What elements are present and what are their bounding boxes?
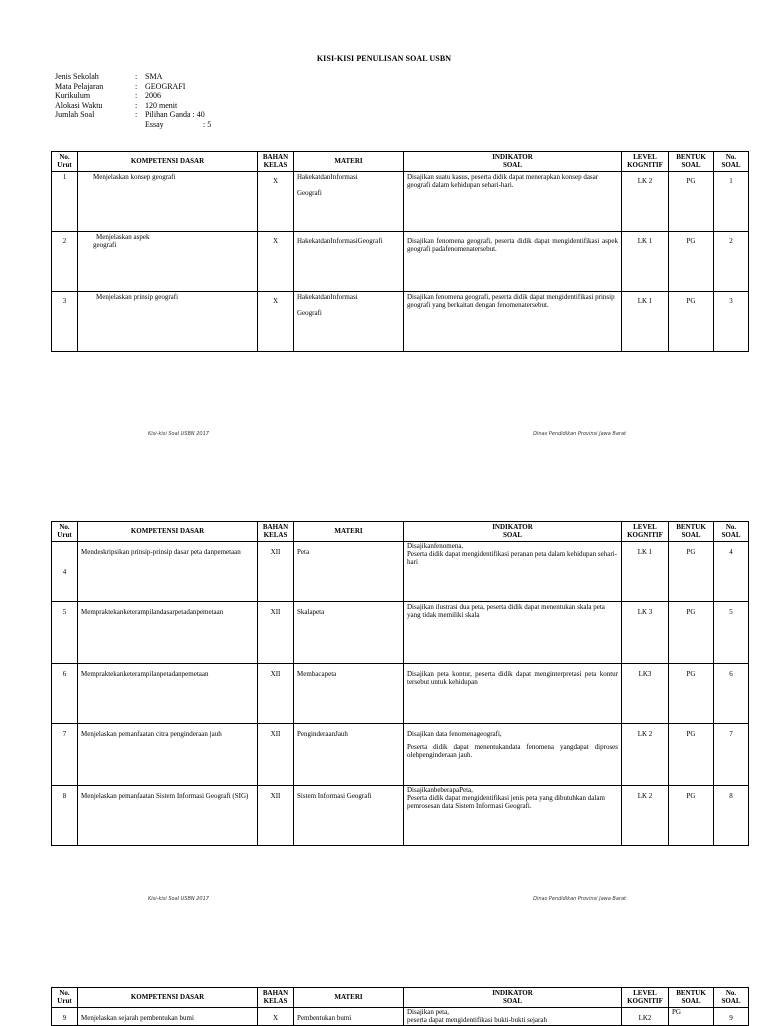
cell-indikator: Disajikan fenomena geografi, peserta didik dapat mengidentifikasi prinsip geografi yang berkaitan dengan fenomenatersebut. — [404, 292, 622, 352]
header-materi: MATERI — [294, 988, 404, 1008]
meta-row-subject — [55, 82, 211, 92]
kisi-table-2 — [51, 521, 749, 846]
page-title: KISI-KISI PENULISAN SOAL USBN — [316, 54, 452, 63]
cell-no: 9 — [52, 1008, 78, 1026]
cell-bentuk: PG — [669, 292, 714, 352]
header-no: No. Urut — [52, 152, 78, 172]
cell-indikator: Disajikan data fenomenageografi, Peserta didik dapat menentukandata fenomena yangdapat diproses olehpenginderaan jauh. — [404, 724, 622, 786]
cell-no: 3 — [52, 292, 78, 352]
footer-left: Kisi-kisi Soal USBN 2017 — [148, 896, 209, 902]
cell-indikator: Disajikan peta kontur, peserta didik dapat menginterpretasi peta kontur tersebut untuk kehidupan — [404, 664, 622, 724]
cell-no: 2 — [52, 232, 78, 292]
meta-colon: : — [135, 91, 138, 101]
cell-nosoal: 8 — [714, 786, 749, 846]
kisi-table-1 — [51, 151, 749, 352]
cell-level: LK 2 — [622, 786, 669, 846]
meta-colon: : — [135, 72, 138, 81]
cell-indikator: DisajikanbeberapaPeta, Peserta didik dapat mengidentifikasi jenis peta yang dibutuhkan dalam pemrosesan data Sistem Informasi Geografi. — [404, 786, 622, 846]
cell-nosoal: 7 — [714, 724, 749, 786]
cell-indikator: Disajikan suatu kasus, peserta didik dapat menerapkan konsep dasar geografi dalam kehidupan sehari-hari. — [404, 172, 622, 232]
header-materi: MATERI — [294, 522, 404, 542]
cell-level: LK 1 — [622, 542, 669, 602]
header-bahan: BAHAN KELAS — [258, 152, 294, 172]
cell-bentuk: PG — [669, 786, 714, 846]
table-row — [52, 786, 749, 846]
cell-kelas: X — [258, 292, 294, 352]
document-meta — [55, 72, 211, 130]
meta-value: GEOGRAFI — [145, 81, 186, 91]
header-no: No. Urut — [52, 988, 78, 1008]
header-bahan: BAHAN KELAS — [258, 988, 294, 1008]
cell-kd: Mempraktekanketerampilandasarpetadanpemetaan — [78, 602, 258, 664]
table-row — [52, 1008, 749, 1026]
cell-no: 6 — [52, 664, 78, 724]
cell-kd: Mendeskripsikan prinsip-prinsip dasar peta danpemetaan — [78, 542, 258, 602]
cell-materi: HakekatdanInformasi Geografi — [294, 172, 404, 232]
meta-label: Essay — [145, 119, 164, 129]
cell-nosoal: 2 — [714, 232, 749, 292]
cell-materi: Membacapeta — [294, 664, 404, 724]
meta-row-curriculum — [55, 91, 211, 101]
header-kompetensi: KOMPETENSI DASAR — [78, 522, 258, 542]
header-level: LEVEL KOGNITIF — [622, 152, 669, 172]
meta-value: 120 menit — [145, 100, 178, 110]
meta-label: Mata Pelajaran — [55, 81, 104, 91]
cell-indikator: Disajikan peta, peserta dapat mengidentifikasi bukti-bukti sejarah — [404, 1008, 622, 1026]
meta-row-time — [55, 101, 211, 111]
header-bentuk: BENTUK SOAL — [669, 152, 714, 172]
cell-bentuk: PG — [669, 232, 714, 292]
cell-level: LK3 — [622, 664, 669, 724]
header-indikator: INDIKATOR SOAL — [404, 988, 622, 1008]
meta-row-count — [55, 110, 211, 120]
header-level: LEVEL KOGNITIF — [622, 988, 669, 1008]
table-row — [52, 724, 749, 786]
table-row — [52, 172, 749, 232]
header-no-soal: No. SOAL — [714, 988, 749, 1008]
table-row — [52, 542, 749, 602]
header-no-soal: No. SOAL — [714, 152, 749, 172]
cell-level: LK 2 — [622, 724, 669, 786]
cell-no: 7 — [52, 724, 78, 786]
cell-nosoal: 6 — [714, 664, 749, 724]
cell-bentuk: PG — [669, 724, 714, 786]
footer-right: Dinas Pendidikan Provinsi Jawa Barat — [533, 431, 626, 437]
meta-label: Alokasi Waktu — [55, 100, 103, 110]
cell-indikator: Disajikan fenomena geografi, peserta didik dapat mengidentifikasi aspek geografi padafenomenatersebut. — [404, 232, 622, 292]
header-indikator: INDIKATOR SOAL — [404, 522, 622, 542]
kisi-table-3 — [51, 987, 749, 1026]
page-footer — [148, 896, 626, 902]
cell-kelas: XII — [258, 724, 294, 786]
cell-kd: Menjelaskan pemanfaatan citra penginderaan jauh — [78, 724, 258, 786]
header-materi: MATERI — [294, 152, 404, 172]
meta-row-school — [55, 72, 211, 82]
cell-level: LK 1 — [622, 232, 669, 292]
cell-nosoal: 4 — [714, 542, 749, 602]
footer-right: Dinas Pendidikan Provinsi Jawa Barat — [533, 896, 626, 902]
cell-indikator: Disajikanfenomena, Peserta didik dapat mengidentifikasi peranan peta dalam kehidupan sehari-hari — [404, 542, 622, 602]
table-header-row — [52, 988, 749, 1008]
table-row — [52, 232, 749, 292]
header-no-soal: No. SOAL — [714, 522, 749, 542]
cell-level: LK 1 — [622, 292, 669, 352]
cell-no: 4 — [52, 542, 78, 602]
cell-kelas: XII — [258, 786, 294, 846]
table-row — [52, 664, 749, 724]
table-header-row — [52, 152, 749, 172]
cell-level: LK 2 — [622, 172, 669, 232]
cell-materi: Pembentukan bumi — [294, 1008, 404, 1026]
footer-left: Kisi-kisi Soal USBN 2017 — [148, 431, 209, 437]
meta-label: Kurikulum — [55, 91, 91, 101]
meta-value: : 5 — [203, 119, 212, 129]
cell-kd: Menjelaskan aspek geografi — [78, 232, 258, 292]
cell-kd: Menjelaskan prinsip geografi — [78, 292, 258, 352]
cell-materi: Peta — [294, 542, 404, 602]
cell-kelas: X — [258, 232, 294, 292]
cell-bentuk: PG — [669, 664, 714, 724]
meta-row-essay — [145, 120, 211, 130]
cell-materi: HakekatdanInformasiGeografi — [294, 232, 404, 292]
cell-nosoal: 1 — [714, 172, 749, 232]
meta-label: Jenis Sekolah — [55, 72, 99, 81]
header-level: LEVEL KOGNITIF — [622, 522, 669, 542]
cell-kelas: X — [258, 1008, 294, 1026]
cell-level: LK2 — [622, 1008, 669, 1026]
cell-no: 8 — [52, 786, 78, 846]
cell-nosoal: 3 — [714, 292, 749, 352]
cell-materi: HakekatdanInformasi Geografi — [294, 292, 404, 352]
header-no: No. Urut — [52, 522, 78, 542]
cell-bentuk: PG — [669, 1008, 714, 1026]
cell-nosoal: 5 — [714, 602, 749, 664]
cell-materi: Sistem Informasi Geografi — [294, 786, 404, 846]
header-indikator: INDIKATOR SOAL — [404, 152, 622, 172]
header-kompetensi: KOMPETENSI DASAR — [78, 152, 258, 172]
cell-nosoal: 9 — [714, 1008, 749, 1026]
meta-colon: : — [135, 100, 138, 110]
cell-kelas: XII — [258, 602, 294, 664]
cell-kelas: XII — [258, 664, 294, 724]
cell-bentuk: PG — [669, 172, 714, 232]
cell-kd: Mempraktekanketerampilanpetadanpemetaan — [78, 664, 258, 724]
cell-level: LK 3 — [622, 602, 669, 664]
cell-no: 5 — [52, 602, 78, 664]
header-bahan: BAHAN KELAS — [258, 522, 294, 542]
table-header-row — [52, 522, 749, 542]
cell-kd: Menjelaskan pemanfaatan Sistem Informasi Geografi (SIG) — [78, 786, 258, 846]
cell-kd: Menjelaskan konsep geografi — [78, 172, 258, 232]
header-bentuk: BENTUK SOAL — [669, 988, 714, 1008]
cell-bentuk: PG — [669, 602, 714, 664]
meta-value: 2006 — [145, 91, 161, 101]
meta-value: SMA — [145, 72, 163, 81]
page-footer — [148, 431, 626, 437]
header-bentuk: BENTUK SOAL — [669, 522, 714, 542]
cell-indikator: Disajikan ilustrasi dua peta, peserta didik dapat menentukan skala peta yang tidak memiliki skala — [404, 602, 622, 664]
cell-materi: PenginderaanJauh — [294, 724, 404, 786]
cell-kelas: XII — [258, 542, 294, 602]
table-row — [52, 292, 749, 352]
meta-label: Jumlah Soal — [55, 110, 95, 120]
cell-bentuk: PG — [669, 542, 714, 602]
cell-no: 1 — [52, 172, 78, 232]
meta-colon: : — [135, 81, 138, 91]
cell-kelas: X — [258, 172, 294, 232]
meta-colon: : — [135, 110, 138, 120]
cell-materi: Skalapeta — [294, 602, 404, 664]
meta-value: Pilihan Ganda : 40 — [145, 110, 205, 120]
table-row — [52, 602, 749, 664]
cell-kd: Menjelaskan sejarah pembentukan bumi — [78, 1008, 258, 1026]
header-kompetensi: KOMPETENSI DASAR — [78, 988, 258, 1008]
